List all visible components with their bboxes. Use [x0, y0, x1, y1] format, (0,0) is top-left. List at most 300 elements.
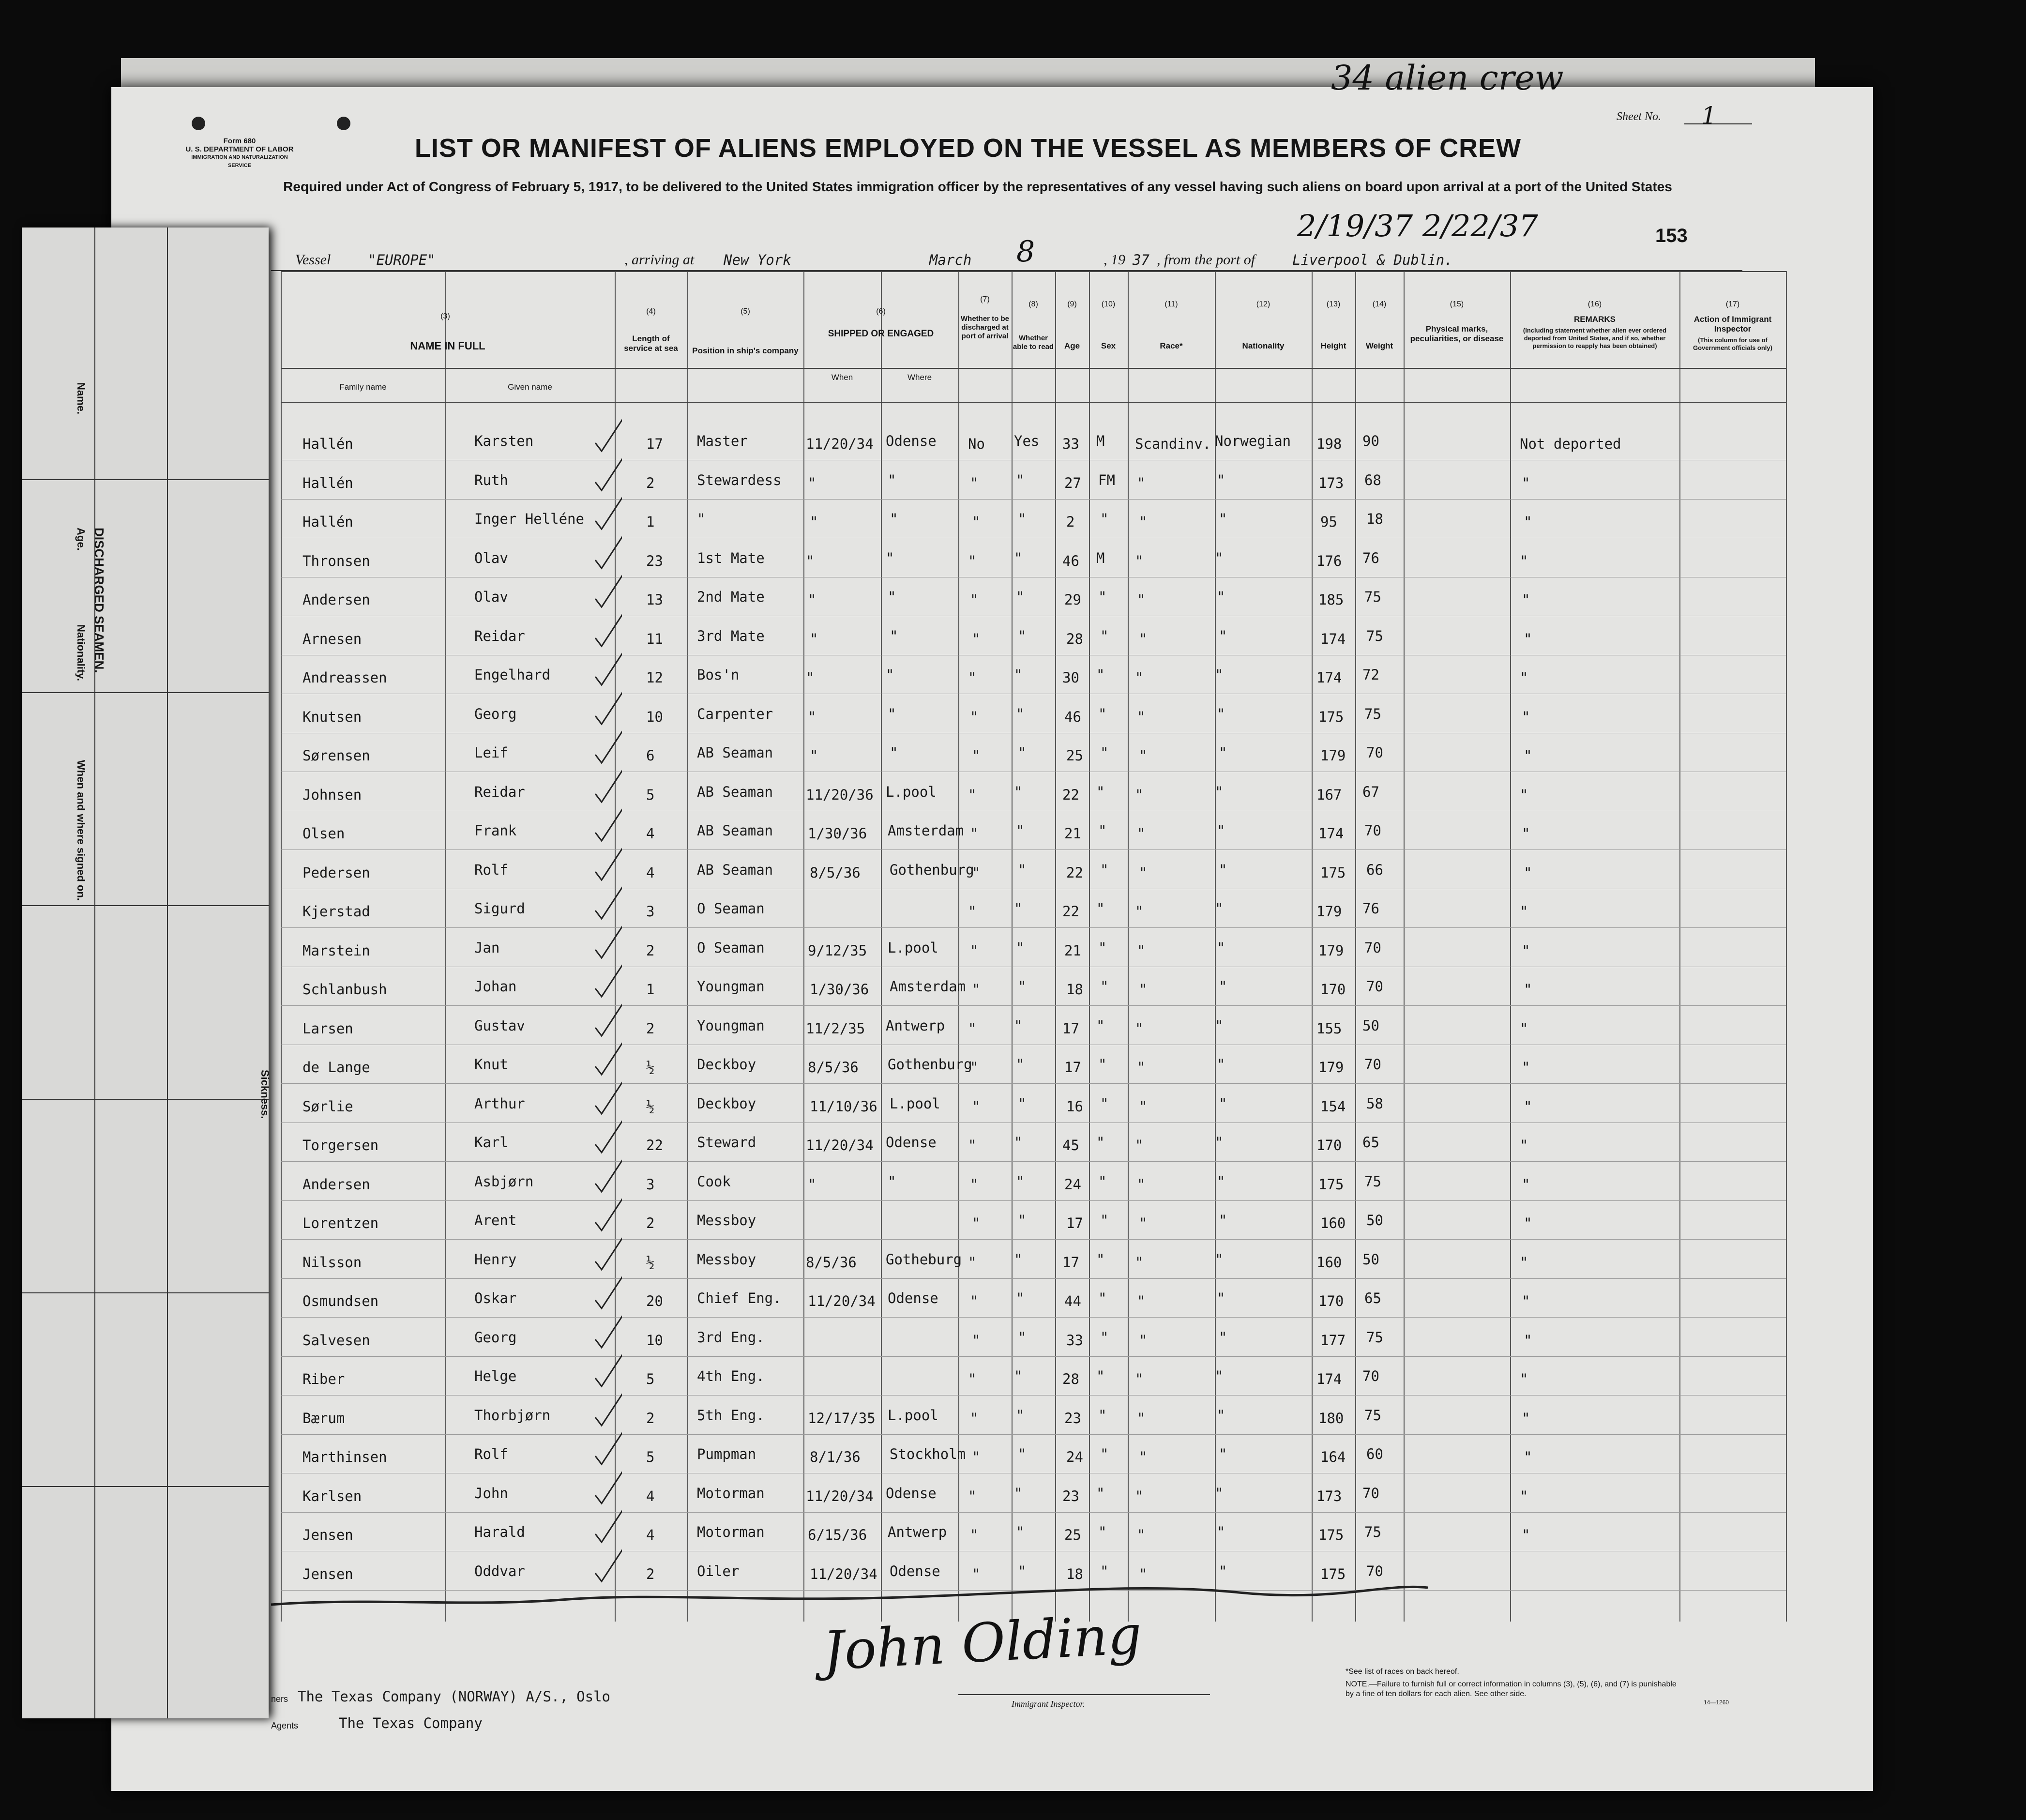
handwritten-dates: 2/19/37 2/22/37: [1297, 208, 1538, 243]
crew-read: ": [1014, 1485, 1023, 1502]
agents-value: The Texas Company: [339, 1715, 483, 1731]
crew-nationality: ": [1219, 511, 1227, 527]
crew-weight: 70: [1366, 1562, 1383, 1579]
crew-race: ": [1139, 1215, 1148, 1231]
crew-position: AB Seaman: [697, 861, 773, 878]
crew-read: ": [1016, 589, 1025, 605]
crew-age: 45: [1062, 1137, 1079, 1153]
row-rule: [281, 1122, 1786, 1123]
crew-remarks: ": [1520, 1254, 1528, 1271]
crew-sex: ": [1100, 861, 1109, 878]
check-mark-icon: [593, 845, 622, 884]
check-mark-icon: [593, 1079, 622, 1118]
crew-family-name: Johnsen: [302, 786, 362, 803]
crew-age: 2: [1066, 514, 1075, 530]
crew-race: ": [1139, 1449, 1148, 1465]
crew-discharge: ": [970, 474, 979, 491]
crew-given-name: Johan: [474, 978, 517, 995]
crew-discharge: ": [972, 1332, 981, 1349]
crew-remarks: ": [1524, 747, 1532, 764]
crew-race: ": [1137, 825, 1146, 842]
crew-weight: 50: [1362, 1251, 1379, 1268]
crew-service: 4: [646, 1487, 655, 1504]
crew-sex: ": [1098, 939, 1107, 956]
crew-shipped-when: 12/17/35: [808, 1410, 876, 1426]
crew-age: 17: [1062, 1254, 1079, 1271]
crew-weight: 67: [1362, 783, 1379, 800]
page-title: LIST OR MANIFEST OF ALIENS EMPLOYED ON THE VESSEL AS MEMBERS OF CREW: [414, 134, 1522, 163]
crew-weight: 68: [1364, 471, 1381, 488]
panel-line: [22, 1486, 269, 1487]
crew-nationality: ": [1219, 1562, 1227, 1579]
row-rule: [281, 1200, 1786, 1201]
crew-given-name: Oskar: [474, 1290, 517, 1306]
crew-discharge: ": [968, 669, 977, 686]
inspector-label: Immigrant Inspector.: [1012, 1699, 1085, 1709]
crew-discharge: ": [972, 1449, 981, 1465]
crew-position: Youngman: [697, 1017, 765, 1034]
crew-weight: 75: [1364, 1524, 1381, 1540]
form-number: Form 680: [223, 137, 256, 145]
crew-height: 179: [1316, 903, 1342, 920]
column-divider: [1355, 271, 1356, 1622]
handwritten-crew-count: 34 alien crew: [1331, 58, 1564, 98]
crew-sex: M: [1096, 549, 1105, 566]
crew-family-name: Karlsen: [302, 1487, 362, 1504]
crew-read: ": [1018, 511, 1027, 527]
crew-race: ": [1137, 474, 1146, 491]
crew-height: 176: [1316, 552, 1342, 569]
crew-service: 2: [646, 1215, 655, 1231]
crew-remarks: ": [1520, 1371, 1528, 1387]
crew-sex: ": [1098, 705, 1107, 722]
crew-weight: 70: [1362, 1368, 1379, 1384]
crew-nationality: ": [1217, 1524, 1225, 1540]
crew-race: ": [1135, 1254, 1144, 1271]
crew-weight: 65: [1364, 1290, 1381, 1306]
crew-sex: ": [1100, 1095, 1109, 1112]
crew-nationality: ": [1217, 1290, 1225, 1306]
crew-discharge: ": [972, 981, 981, 998]
crew-shipped-where: ": [888, 471, 896, 488]
crew-service: 2: [646, 1410, 655, 1426]
crew-discharge: ": [972, 1565, 981, 1582]
col15-label: Physical marks, peculiarities, or disease: [1410, 324, 1504, 343]
crew-sex: ": [1098, 589, 1107, 605]
column-divider: [1312, 271, 1313, 1622]
crew-read: ": [1018, 1446, 1027, 1462]
row-rule: [281, 1512, 1786, 1513]
crew-height: 173: [1318, 474, 1344, 491]
crew-position: 1st Mate: [697, 549, 765, 566]
sheet-label: Sheet No.: [1617, 110, 1661, 123]
column-divider: [1128, 271, 1129, 1622]
crew-nationality: ": [1217, 1056, 1225, 1073]
row-rule: [281, 499, 1786, 500]
crew-sex: ": [1100, 1212, 1109, 1228]
crew-nationality: ": [1217, 1407, 1225, 1424]
panel-line: [22, 692, 269, 693]
crew-shipped-when: ": [806, 552, 815, 569]
crew-nationality: ": [1215, 1368, 1224, 1384]
crew-age: 28: [1062, 1371, 1079, 1387]
crew-nationality: ": [1215, 1017, 1224, 1034]
crew-race: ": [1137, 942, 1146, 959]
crew-shipped-where: Stockholm: [890, 1446, 966, 1462]
crew-height: 173: [1316, 1487, 1342, 1504]
crew-family-name: Kjerstad: [302, 903, 370, 920]
crew-given-name: Helge: [474, 1368, 517, 1384]
crew-height: 175: [1320, 1565, 1346, 1582]
check-mark-icon: [593, 1313, 622, 1351]
col16-label: REMARKS: [1574, 315, 1616, 324]
page-subtitle: Required under Act of Congress of February 5, 1917, to be delivered to the United States immigration officer by the representatives of any vessel having such aliens on board upon arrival at a port of the United States: [283, 179, 1672, 194]
col16-note: (Including statement whether alien ever ordered deported from United States, and if so, whether permission to reapply has been obtained): [1523, 327, 1667, 349]
crew-given-name: Knut: [474, 1056, 508, 1073]
crew-race: ": [1139, 1332, 1148, 1349]
crew-age: 44: [1064, 1293, 1081, 1309]
form-code: 14—1260: [1704, 1699, 1729, 1706]
crew-height: 174: [1316, 669, 1342, 686]
crew-family-name: Osmundsen: [302, 1293, 379, 1309]
check-mark-icon: [593, 1391, 622, 1429]
race-note: *See list of races on back hereof.: [1346, 1668, 1459, 1676]
col6-label: SHIPPED OR ENGAGED: [828, 329, 934, 339]
crew-given-name: Arthur: [474, 1095, 525, 1112]
crew-family-name: Andersen: [302, 592, 370, 608]
crew-read: ": [1018, 861, 1027, 878]
column-divider: [803, 271, 804, 1622]
crew-age: 27: [1064, 474, 1081, 491]
crew-shipped-where: Odense: [886, 1134, 937, 1151]
crew-given-name: Engelhard: [474, 667, 551, 683]
crew-sex: ": [1100, 1446, 1109, 1462]
crew-given-name: Inger Helléne: [474, 511, 584, 527]
row-rule: [281, 849, 1786, 850]
crew-shipped-when: 8/1/36: [810, 1449, 861, 1465]
crew-race: ": [1137, 1410, 1146, 1426]
crew-weight: 50: [1362, 1017, 1379, 1034]
crew-race: ": [1135, 1020, 1144, 1037]
crew-family-name: de Lange: [302, 1059, 370, 1076]
row-rule: [281, 1317, 1786, 1318]
arrival-month: March: [929, 252, 972, 268]
column-divider: [1215, 271, 1216, 1622]
row-rule: [281, 1005, 1786, 1006]
service: IMMIGRATION AND NATURALIZATION SERVICE: [191, 154, 288, 168]
crew-height: 170: [1320, 981, 1346, 998]
header-rule: [281, 402, 1786, 403]
crew-position: 2nd Mate: [697, 589, 765, 605]
crew-sex: ": [1098, 1524, 1107, 1540]
crew-race: ": [1135, 1487, 1144, 1504]
crew-sex: ": [1100, 511, 1109, 527]
column-divider: [1786, 271, 1787, 1622]
crew-sex: ": [1100, 744, 1109, 761]
crew-shipped-when: ": [808, 708, 816, 725]
crew-age: 21: [1064, 942, 1081, 959]
crew-weight: 18: [1366, 511, 1383, 527]
from-port: Liverpool & Dublin.: [1292, 252, 1453, 268]
crew-remarks: ": [1522, 1059, 1530, 1076]
crew-race: ": [1137, 592, 1146, 608]
agents-label: Agents: [271, 1721, 299, 1730]
check-mark-icon: [593, 884, 622, 923]
crew-position: Master: [697, 433, 748, 449]
crew-height: 175: [1318, 1176, 1344, 1193]
crew-remarks: ": [1520, 786, 1528, 803]
crew-family-name: Sørensen: [302, 747, 370, 764]
column-divider: [958, 271, 959, 1622]
crew-age: 33: [1062, 436, 1079, 452]
check-mark-icon: [593, 1118, 622, 1156]
crew-age: 22: [1062, 786, 1079, 803]
crew-sex: FM: [1098, 471, 1115, 488]
crew-shipped-where: ": [890, 511, 898, 527]
crew-given-name: Olav: [474, 589, 508, 605]
crew-given-name: Reidar: [474, 627, 525, 644]
crew-shipped-where: Gothenburg: [890, 861, 974, 878]
inspector-signature: John Olding: [821, 1603, 1144, 1683]
crew-remarks: ": [1524, 630, 1532, 647]
column-divider: [1679, 271, 1680, 1622]
crew-family-name: Marstein: [302, 942, 370, 959]
crew-read: ": [1014, 1368, 1023, 1384]
crew-given-name: Thorbjørn: [474, 1407, 551, 1424]
crew-discharge: ": [972, 864, 981, 881]
crew-age: 18: [1066, 981, 1083, 998]
crew-shipped-when: ": [808, 474, 816, 491]
check-mark-icon: [593, 572, 622, 611]
vessel-name: "EUROPE": [368, 252, 436, 268]
row-rule: [281, 927, 1786, 928]
crew-read: ": [1018, 627, 1027, 644]
crew-race: ": [1139, 747, 1148, 764]
crew-position: Stewardess: [697, 471, 782, 488]
owners-label: ners: [271, 1694, 288, 1704]
crew-sex: ": [1096, 783, 1105, 800]
crew-position: Deckboy: [697, 1056, 756, 1073]
crew-discharge: ": [970, 1527, 979, 1543]
crew-read: ": [1016, 1290, 1025, 1306]
crew-discharge: ": [970, 1293, 979, 1309]
crew-shipped-where: Odense: [886, 433, 937, 449]
crew-sex: ": [1098, 822, 1107, 839]
crew-race: ": [1135, 786, 1144, 803]
crew-remarks: ": [1522, 1410, 1530, 1426]
crew-service: 3: [646, 1176, 655, 1193]
column-divider: [687, 271, 688, 1622]
crew-sex: ": [1096, 1134, 1105, 1151]
crew-shipped-where: ": [886, 667, 894, 683]
crew-age: 17: [1064, 1059, 1081, 1076]
crew-discharge: ": [972, 1215, 981, 1231]
crew-family-name: Thronsen: [302, 552, 370, 569]
crew-race: Scandinv.: [1135, 436, 1211, 452]
crew-family-name: Olsen: [302, 825, 345, 842]
crew-shipped-when: 8/5/36: [806, 1254, 857, 1271]
crew-age: 21: [1064, 825, 1081, 842]
col4-num: (4): [646, 307, 656, 316]
crew-discharge: ": [972, 630, 981, 647]
crew-discharge: ": [968, 786, 977, 803]
crew-given-name: Henry: [474, 1251, 517, 1268]
crew-race: ": [1137, 1527, 1146, 1543]
check-mark-icon: [593, 689, 622, 728]
crew-shipped-where: L.pool: [888, 939, 938, 956]
col12-label: Nationality: [1242, 341, 1285, 350]
binder-holes-icon: [184, 109, 358, 143]
check-mark-icon: [593, 494, 622, 533]
panel-line: [22, 905, 269, 906]
col9-num: (9): [1067, 300, 1077, 308]
crew-shipped-where: Odense: [888, 1290, 938, 1306]
col6-num: (6): [876, 307, 886, 316]
crew-shipped-where: Gothenburg: [888, 1056, 972, 1073]
crew-remarks: ": [1524, 1098, 1532, 1115]
crew-age: 29: [1064, 592, 1081, 608]
crew-sex: ": [1096, 1017, 1105, 1034]
crew-sex: ": [1096, 900, 1105, 917]
crew-given-name: Rolf: [474, 1446, 508, 1462]
column-divider: [445, 271, 446, 1622]
crew-given-name: Reidar: [474, 783, 525, 800]
crew-race: ": [1135, 552, 1144, 569]
crew-remarks: ": [1520, 669, 1528, 686]
crew-service: ½: [646, 1254, 655, 1271]
crew-read: ": [1018, 1095, 1027, 1112]
crew-discharge: ": [970, 1176, 979, 1193]
crew-shipped-when: 8/5/36: [808, 1059, 859, 1076]
crew-position: O Seaman: [697, 900, 765, 917]
crew-race: ": [1137, 708, 1146, 725]
check-mark-icon: [593, 611, 622, 650]
crew-weight: 58: [1366, 1095, 1383, 1112]
crew-discharge: ": [968, 1371, 977, 1387]
check-mark-icon: [593, 962, 622, 1001]
crew-given-name: Georg: [474, 705, 517, 722]
crew-age: 24: [1064, 1176, 1081, 1193]
col14-num: (14): [1372, 300, 1387, 308]
crew-read: ": [1018, 1562, 1027, 1579]
crew-sex: M: [1096, 433, 1105, 449]
crew-remarks: ": [1522, 592, 1530, 608]
crew-shipped-where: ": [888, 705, 896, 722]
crew-read: ": [1014, 1017, 1023, 1034]
crew-given-name: Gustav: [474, 1017, 525, 1034]
crew-family-name: Pedersen: [302, 864, 370, 881]
check-mark-icon: [593, 650, 622, 689]
crew-shipped-when: ": [810, 747, 818, 764]
crew-given-name: Oddvar: [474, 1562, 525, 1579]
column-divider: [1012, 271, 1013, 1622]
crew-position: 4th Eng.: [697, 1368, 765, 1384]
crew-race: ": [1139, 864, 1148, 881]
col13-label: Height: [1320, 341, 1346, 350]
crew-position: 5th Eng.: [697, 1407, 765, 1424]
crew-shipped-when: 11/20/34: [806, 1487, 874, 1504]
crew-discharge: ": [970, 1410, 979, 1426]
crew-service: 10: [646, 1332, 663, 1349]
row-rule: [281, 1434, 1786, 1435]
crew-position: Steward: [697, 1134, 756, 1151]
crew-nationality: ": [1215, 900, 1224, 917]
crew-weight: 75: [1366, 627, 1383, 644]
check-mark-icon: [593, 1469, 622, 1507]
crew-race: ": [1139, 514, 1148, 530]
crew-age: 22: [1066, 864, 1083, 881]
crew-service: 13: [646, 592, 663, 608]
fine-note: NOTE.—Failure to furnish full or correct information in columns (3), (5), (6), and (7) is punishable by a fine of ten dollars for each alien. See other side.: [1346, 1680, 1677, 1698]
crew-discharge: ": [968, 903, 977, 920]
crew-nationality: ": [1219, 744, 1227, 761]
crew-sex: ": [1096, 1368, 1105, 1384]
crew-family-name: Lorentzen: [302, 1215, 379, 1231]
crew-shipped-where: Antwerp: [886, 1017, 945, 1034]
crew-height: 175: [1318, 1527, 1344, 1543]
crew-weight: 75: [1364, 589, 1381, 605]
crew-age: 18: [1066, 1565, 1083, 1582]
crew-remarks: ": [1522, 474, 1530, 491]
crew-shipped-where: Antwerp: [888, 1524, 947, 1540]
crew-position: Deckboy: [697, 1095, 756, 1112]
crew-shipped-when: 1/30/36: [808, 825, 867, 842]
crew-weight: 66: [1366, 861, 1383, 878]
crew-shipped-where: L.pool: [888, 1407, 938, 1424]
crew-family-name: Bærum: [302, 1410, 345, 1426]
col7-num: (7): [980, 295, 990, 303]
crew-service: 3: [646, 903, 655, 920]
crew-read: ": [1014, 783, 1023, 800]
crew-discharge: ": [972, 747, 981, 764]
col16-num: (16): [1588, 300, 1602, 308]
crew-service: ½: [646, 1059, 655, 1076]
column-divider: [1089, 271, 1090, 1622]
check-mark-icon: [593, 1507, 622, 1546]
column-divider: [1404, 271, 1405, 1622]
col11-num: (11): [1164, 300, 1178, 308]
crew-height: 179: [1318, 942, 1344, 959]
crew-service: 5: [646, 1371, 655, 1387]
crew-race: ": [1139, 1098, 1148, 1115]
panel-sickness: Sickness.: [259, 1070, 271, 1119]
crew-shipped-where: ": [890, 627, 898, 644]
crew-shipped-where: Odense: [886, 1485, 937, 1502]
crew-family-name: Nilsson: [302, 1254, 362, 1271]
crew-family-name: Arnesen: [302, 630, 362, 647]
crew-position: Cook: [697, 1173, 731, 1190]
crew-age: 25: [1066, 747, 1083, 764]
crew-remarks: ": [1524, 1449, 1532, 1465]
crew-remarks: ": [1522, 708, 1530, 725]
crew-remarks: ": [1520, 1487, 1528, 1504]
crew-read: ": [1016, 471, 1025, 488]
col4-label: Length of service at sea: [624, 334, 678, 353]
crew-given-name: Leif: [474, 744, 508, 761]
crew-service: 2: [646, 474, 655, 491]
crew-height: 154: [1320, 1098, 1346, 1115]
crew-service: 5: [646, 1449, 655, 1465]
crew-nationality: ": [1217, 939, 1225, 956]
crew-family-name: Hallén: [302, 474, 353, 491]
crew-age: 30: [1062, 669, 1079, 686]
year-prefix: , 19: [1104, 252, 1125, 268]
check-mark-icon: [593, 1196, 622, 1234]
crew-service: 12: [646, 669, 663, 686]
crew-age: 33: [1066, 1332, 1083, 1349]
crew-shipped-when: ": [810, 514, 818, 530]
check-mark-icon: [593, 1235, 622, 1274]
